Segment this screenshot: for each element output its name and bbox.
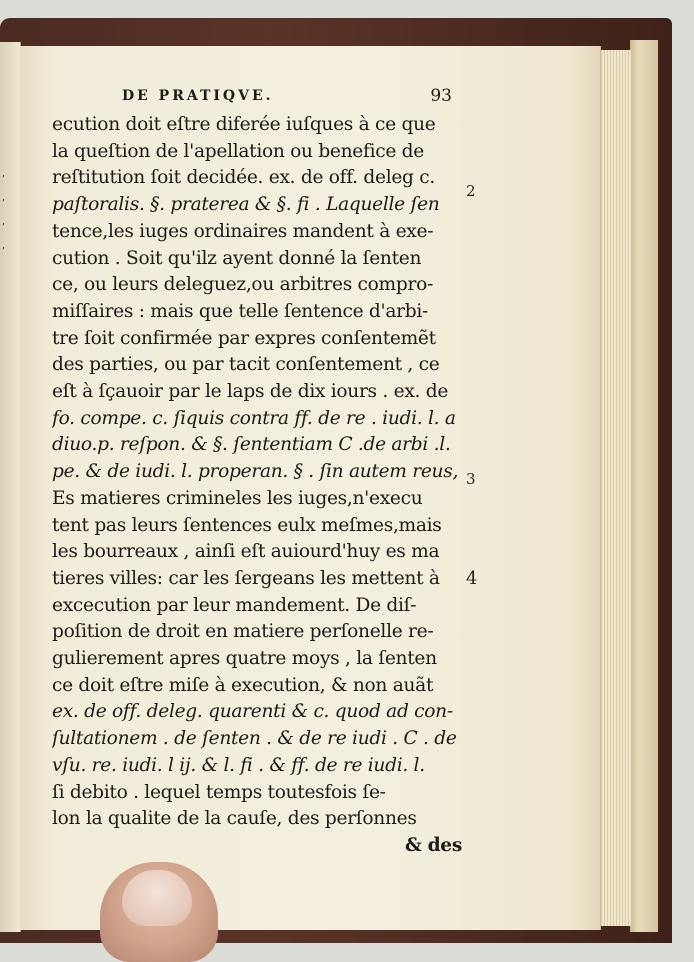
text-line: diuo.p. reſpon. & §. ſententiam C .de arbi .l. (52, 434, 451, 456)
text-line: eſt à ſçauoir par le laps de dix iours . ex. de (52, 381, 449, 403)
text-line: ce, ou leurs deleguez,ou arbitres compro- (52, 274, 433, 296)
text-line: Es matieres crimineles les iuges,n'execu (52, 487, 423, 509)
book-board-edge (630, 40, 658, 932)
text-line: vſu. re. iudi. l ij. & l. fi . & ff. de re iudi. l. (52, 754, 425, 776)
text-line: ſultationem . de ſenten . & de re iudi . C . de (52, 728, 457, 750)
text-line: tent pas leurs ſentences eulx meſmes,mais (52, 514, 442, 536)
text-line: tence,les iuges ordinaires mandent à exe- (52, 220, 434, 242)
running-head: DE PRATIQVE. (122, 88, 274, 104)
text-line: tre ſoit confirmée par expres conſentemẽt (52, 327, 436, 349)
text-line: lon la qualite de la cauſe, des perſonnes (52, 808, 417, 830)
text-line: poſition de droit en matiere perſonelle re- (52, 621, 434, 643)
text-line: la queſtion de l'apellation ou benefice de (52, 140, 424, 162)
catchword: & des (404, 834, 462, 856)
text-line: ce doit eſtre miſe à execution, & non auãt (52, 674, 434, 696)
page-text (52, 86, 462, 860)
previous-page-edge (0, 42, 21, 932)
text-line: des parties, ou par tacit conſentement , ce (52, 354, 440, 376)
text-line: tieres villes: car les ſergeans les mettent à (52, 567, 440, 589)
text-line: ſi debito . lequel temps toutesfois ſe- (52, 781, 386, 803)
text-line: gulierement apres quatre moys , la ſenten (52, 648, 437, 670)
margin-note: 2 (466, 182, 476, 200)
text-line: paſtoralis. §. praterea & §. fi . Laquelle ſen (52, 194, 440, 216)
text-line: reſtitution ſoit decidée. ex. de off. deleg c. (52, 167, 435, 189)
text-line: ex. de off. deleg. quarenti & c. quod ad con- (52, 701, 453, 723)
text-line: ecution doit eſtre diferée iuſques à ce que (52, 114, 436, 135)
margin-note: 3 (466, 470, 476, 488)
margin-note: 4 (466, 568, 478, 589)
text-line: cution . Soit qu'ilz ayent donné la ſenten (52, 247, 422, 269)
text-line: miſſaires : mais que telle ſentence d'arbi- (52, 300, 428, 322)
text-line: excecution par leur mandement. De diſ- (52, 594, 417, 616)
text-line: pe. & de iudi. l. properan. § . ſin autem reus, (52, 461, 459, 483)
text-line: fo. compe. c. ſiquis contra ff. de re . iudi. l. a (52, 407, 456, 429)
page-header (52, 86, 462, 112)
page-edges (598, 50, 631, 926)
page-number: 93 (430, 86, 452, 106)
text-line: les bourreaux , ainſi eſt auiourd'huy es ma (52, 541, 440, 563)
thumbnail-nail (122, 870, 192, 926)
previous-page-marks: , , , , (2, 168, 6, 251)
